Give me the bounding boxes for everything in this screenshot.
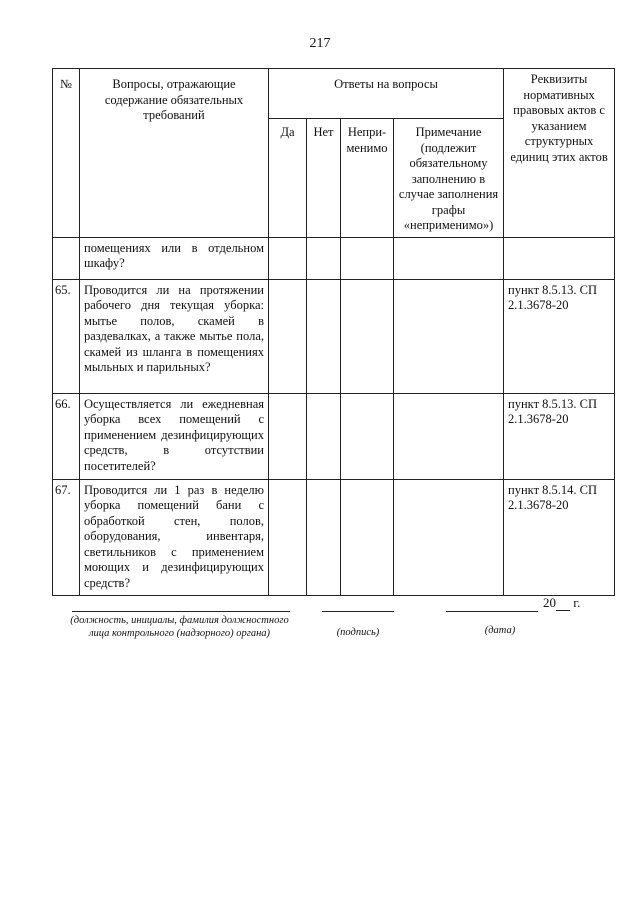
date-line[interactable] (446, 611, 538, 612)
signature-line[interactable] (322, 611, 394, 612)
year-blank[interactable] (556, 598, 570, 611)
row-requisites: пункт 8.5.13. СП 2.1.3678-20 (504, 393, 615, 479)
checklist-table (52, 68, 615, 596)
row-requisites (504, 237, 615, 279)
row-question: Осуществляется ли ежедневная уборка всех помещений с применением дезинфицирующих средств, в отсутствии посетителей? (80, 393, 269, 479)
answer-na-cell[interactable] (341, 279, 394, 393)
header-na: Непри-менимо (341, 119, 394, 238)
date-caption: (дата) (484, 625, 516, 636)
row-number: 67. (53, 479, 80, 595)
header-row-1 (53, 69, 615, 119)
answer-yes-cell[interactable] (269, 393, 307, 479)
date-year (543, 595, 580, 611)
row-requisites: пункт 8.5.14. СП 2.1.3678-20 (504, 479, 615, 595)
header-num: № (53, 69, 80, 238)
row-number: 66. (53, 393, 80, 479)
answer-yes-cell[interactable] (269, 479, 307, 595)
header-answers: Ответы на вопросы (269, 69, 504, 119)
header-no: Нет (307, 119, 341, 238)
answer-yes-cell[interactable] (269, 237, 307, 279)
note-cell[interactable] (394, 479, 504, 595)
note-cell[interactable] (394, 279, 504, 393)
header-requisites: Реквизиты нормативных правовых актов с указанием структурных единиц этих актов (504, 69, 615, 238)
table-row (53, 393, 615, 479)
year-suffix: г. (573, 595, 581, 610)
row-question: Проводится ли на протяжении рабочего дня текущая уборка: мытье полов, скамей в раздевалках, а также мытье пола, скамей из шланга в помещениях мыльных и парильных? (80, 279, 269, 393)
page-number: 217 (309, 36, 331, 51)
table-row (53, 237, 615, 279)
answer-yes-cell[interactable] (269, 279, 307, 393)
answer-na-cell[interactable] (341, 479, 394, 595)
note-cell[interactable] (394, 237, 504, 279)
year-prefix: 20 (543, 595, 556, 610)
row-requisites: пункт 8.5.13. СП 2.1.3678-20 (504, 279, 615, 393)
note-cell[interactable] (394, 393, 504, 479)
answer-no-cell[interactable] (307, 393, 341, 479)
row-question: помещениях или в отдельном шкафу? (80, 237, 269, 279)
table-row (53, 279, 615, 393)
position-caption: (должность, инициалы, фамилия должностного лица контрольного (надзорного) органа) (70, 615, 289, 639)
table-row (53, 479, 615, 595)
answer-no-cell[interactable] (307, 479, 341, 595)
position-signature-line[interactable] (72, 611, 290, 612)
signature-caption: (подпись) (336, 627, 380, 638)
row-question: Проводится ли 1 раз в неделю уборка помещений бани с обработкой стен, полов, оборудования, инвентаря, светильников с применением моющих и дезинфицирующих средств? (80, 479, 269, 595)
answer-na-cell[interactable] (341, 393, 394, 479)
header-note: Примечание (подлежит обязательному заполнению в случае заполнения графы «неприменимо») (394, 119, 504, 238)
header-yes: Да (269, 119, 307, 238)
answer-no-cell[interactable] (307, 237, 341, 279)
row-number: 65. (53, 279, 80, 393)
header-questions: Вопросы, отражающие содержание обязательных требований (80, 69, 269, 238)
answer-na-cell[interactable] (341, 237, 394, 279)
answer-no-cell[interactable] (307, 279, 341, 393)
row-number (53, 237, 80, 279)
